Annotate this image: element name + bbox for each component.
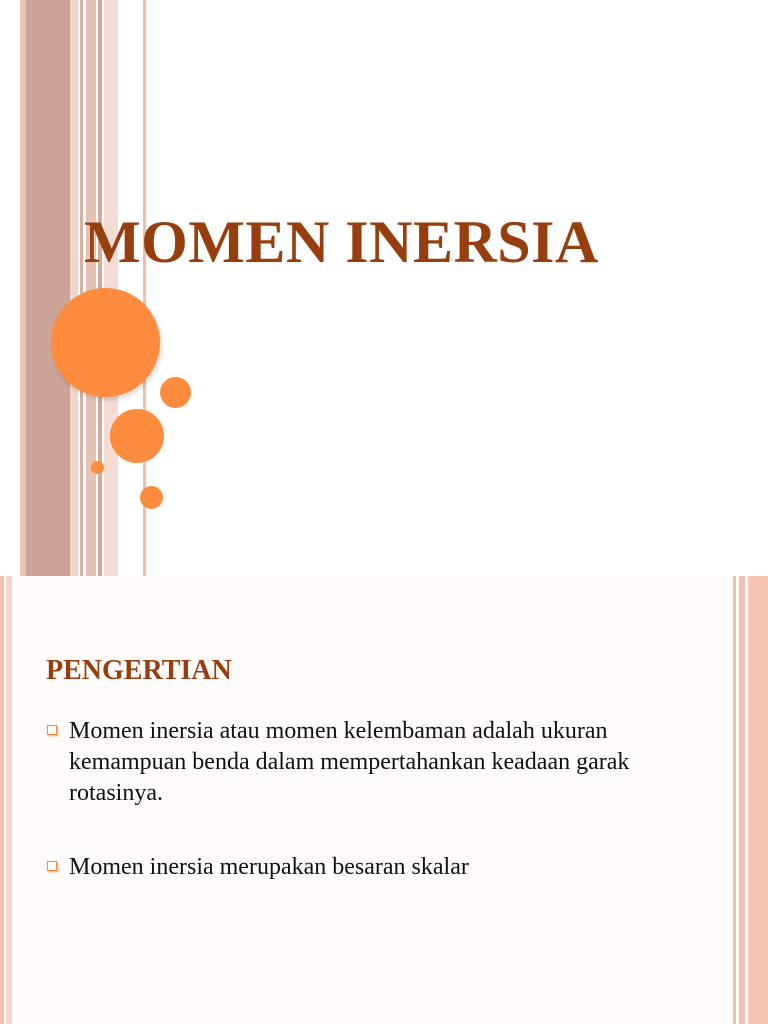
decor-stripe [739,576,745,1024]
decor-circle-small [160,377,191,408]
decor-stripe [0,576,4,1024]
decor-circle-medium [110,409,164,463]
decor-stripe [6,576,12,1024]
decor-stripe [748,576,768,1024]
bullet-item [46,852,686,883]
decor-circle-tiny [91,461,104,474]
square-bullet-icon [47,861,57,871]
decor-stripe [80,0,83,576]
decor-circle-large [51,288,160,397]
slide-content [0,576,768,1024]
bullet-text: Momen inersia atau momen kelembaman adalah ukuran kemampuan benda dalam mempertahankan keadaan garak rotasinya. [69,718,630,806]
decor-stripe [733,576,736,1024]
decor-circle-small [140,486,163,509]
bullet-item [46,716,686,809]
square-bullet-icon [47,725,57,735]
slide-title-text: MOMEN INERSIA [84,209,599,275]
decor-stripe [26,0,70,576]
decor-stripe [70,0,78,576]
section-heading: PENGERTIAN [46,655,232,686]
bullet-text: Momen inersia merupakan besaran skalar [69,854,469,880]
